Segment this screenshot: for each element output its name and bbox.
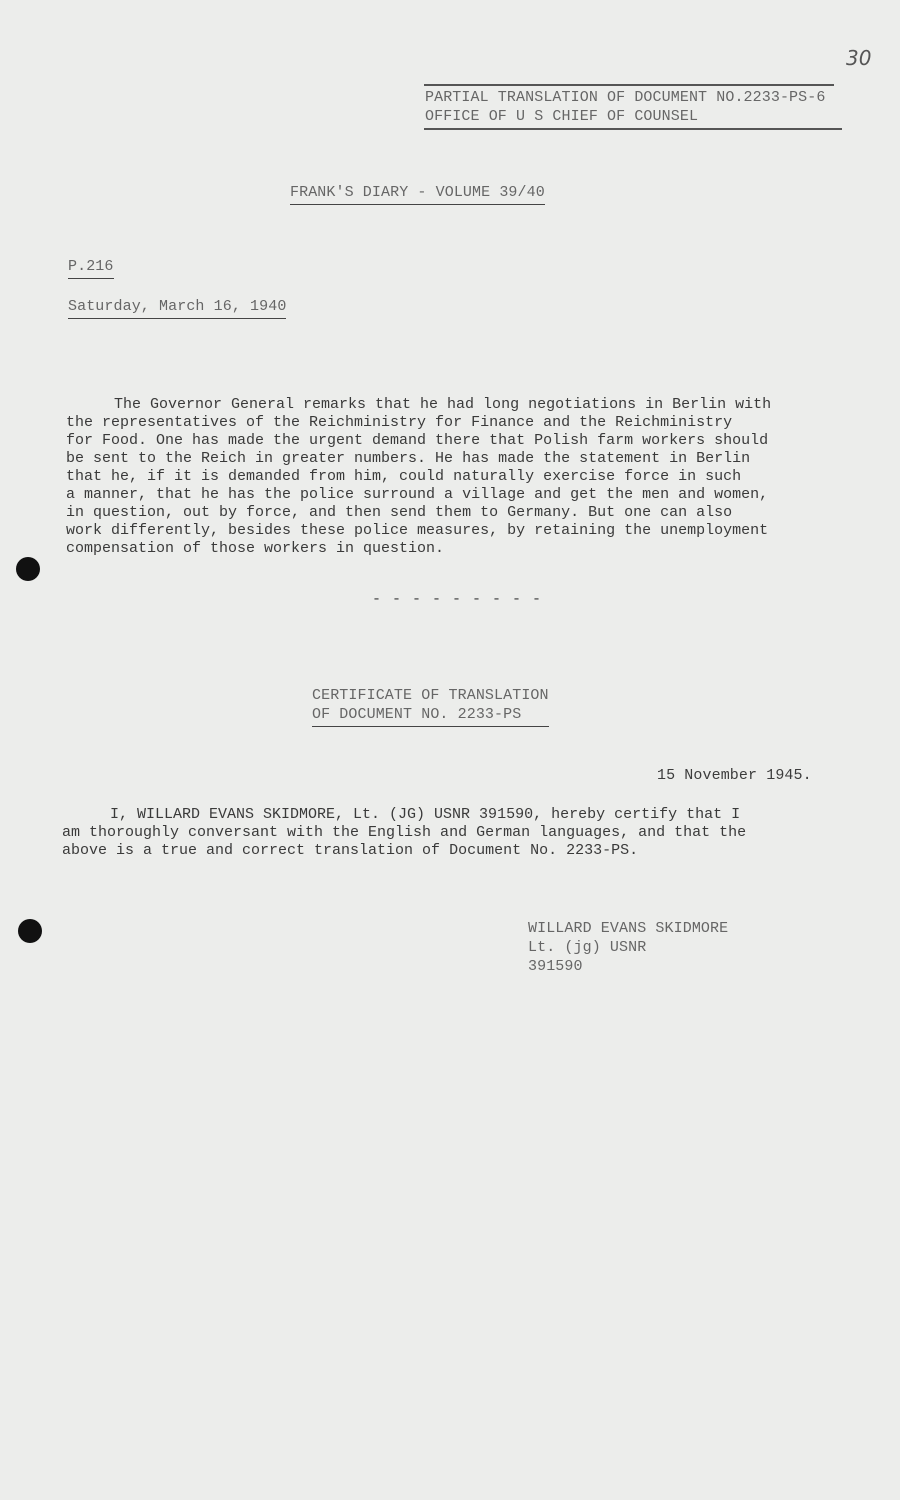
body-line: for Food. One has made the urgent demand there that Polish farm workers should	[66, 432, 769, 449]
signature-rank: Lt. (jg) USNR	[528, 939, 647, 956]
certificate-date: 15 November 1945.	[657, 767, 812, 784]
body-line: The Governor General remarks that he had long negotiations in Berlin with	[114, 396, 772, 413]
page-reference: P.216	[68, 257, 114, 279]
certificate-line: I, WILLARD EVANS SKIDMORE, Lt. (JG) USNR 391590, hereby certify that I	[110, 806, 741, 823]
signature-number: 391590	[528, 958, 583, 975]
certificate-title-line2: OF DOCUMENT NO. 2233-PS	[312, 705, 549, 727]
page-number: 30	[846, 46, 872, 70]
certificate-title-line1: CERTIFICATE OF TRANSLATION	[312, 687, 549, 704]
punch-hole	[18, 919, 42, 943]
document-title: FRANK'S DIARY - VOLUME 39/40	[290, 183, 545, 205]
header-line2: OFFICE OF U S CHIEF OF COUNSEL	[425, 108, 699, 125]
body-line: compensation of those workers in question.	[66, 540, 445, 557]
body-line: in question, out by force, and then send them to Germany. But one can also	[66, 504, 733, 521]
diary-date: Saturday, March 16, 1940	[68, 297, 286, 319]
header-line1: PARTIAL TRANSLATION OF DOCUMENT NO.2233-PS-6	[425, 89, 826, 106]
body-line: be sent to the Reich in greater numbers. He has made the statement in Berlin	[66, 450, 751, 467]
signature-name: WILLARD EVANS SKIDMORE	[528, 920, 729, 937]
header-rule-bottom	[424, 128, 842, 130]
header-rule	[424, 84, 834, 86]
certificate-line: am thoroughly conversant with the English and German languages, and that the	[62, 824, 747, 841]
body-line: the representatives of the Reichministry for Finance and the Reichministry	[66, 414, 733, 431]
certificate-line: above is a true and correct translation of Document No. 2233-PS.	[62, 842, 639, 859]
punch-hole	[16, 557, 40, 581]
body-line: work differently, besides these police measures, by retaining the unemployment	[66, 522, 769, 539]
body-line: that he, if it is demanded from him, could naturally exercise force in such	[66, 468, 742, 485]
section-separator: - - - - - - - - -	[372, 591, 543, 608]
body-line: a manner, that he has the police surround a village and get the men and women,	[66, 486, 769, 503]
